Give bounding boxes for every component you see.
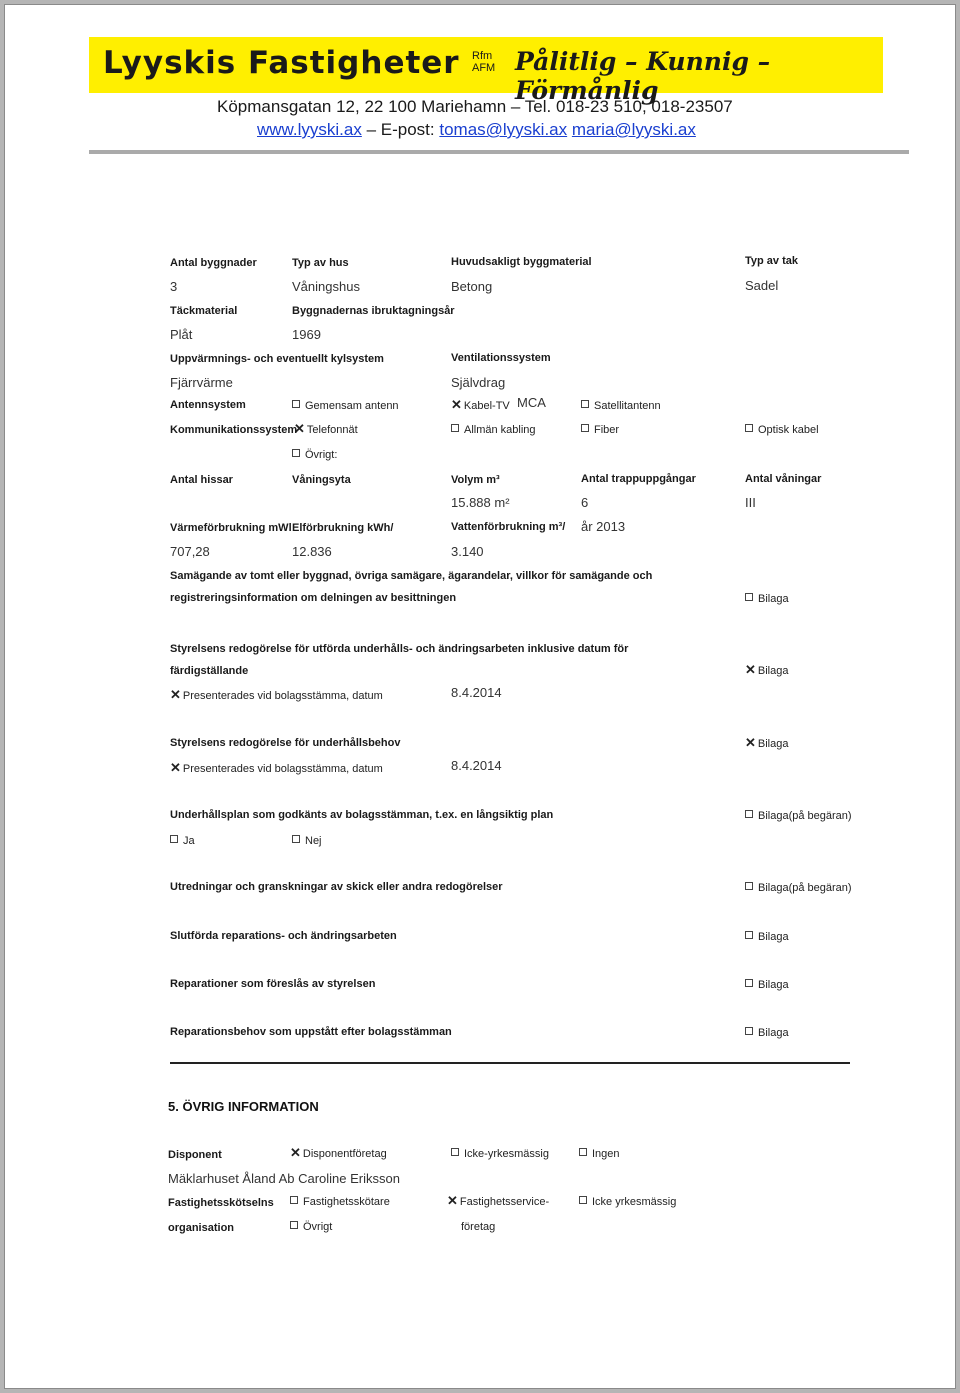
checkbox-telefonnat[interactable]: ✕ Telefonnät: [294, 421, 358, 436]
label-typ-av-hus: Typ av hus: [292, 257, 349, 269]
label-antal-vaningar: Antal våningar: [745, 473, 822, 485]
website-link[interactable]: www.lyyski.ax: [257, 120, 362, 139]
value-elforbrukning: 12.836: [292, 544, 332, 559]
label-utforda-line2: färdigställande: [170, 665, 249, 677]
label-underhallsplan: Underhållsplan som godkänts av bolagsstämman, t.ex. en långsiktig plan: [170, 809, 554, 821]
value-uppvarmning: Fjärrvärme: [170, 375, 233, 390]
checkbox-icon: [745, 931, 753, 939]
value-typ-av-hus: Våningshus: [292, 279, 360, 294]
label-trappuppgangar: Antal trappuppgångar: [581, 473, 696, 485]
checkbox-fiber[interactable]: Fiber: [581, 424, 619, 436]
label-samagande-line1: Samägande av tomt eller byggnad, övriga samägare, ägarandelar, villkor för samägande och: [170, 570, 653, 582]
value-trappuppgangar: 6: [581, 495, 589, 510]
label-samagande-line2: registreringsinformation om delningen av besittningen: [170, 592, 457, 604]
label-ventilation: Ventilationssystem: [451, 352, 551, 364]
checkbox-icon: [579, 1148, 587, 1156]
checkbox-gemensam-antenn[interactable]: Gemensam antenn: [292, 400, 399, 412]
label-underhallsbehov: Styrelsens redogörelse för underhållsbehov: [170, 737, 401, 749]
certification-mark: Rfm AFM: [472, 50, 496, 74]
value-tackmaterial: Plåt: [170, 327, 193, 342]
cross-mark-icon: ✕: [745, 735, 756, 750]
email-link-tomas[interactable]: tomas@lyyski.ax: [439, 120, 568, 139]
checkbox-fastighetsskotare[interactable]: Fastighetsskötare: [290, 1196, 390, 1208]
section-title-ovrig-information: 5. ÖVRIG INFORMATION: [168, 1099, 319, 1114]
checkbox-satellitantenn[interactable]: Satellitantenn: [581, 400, 661, 412]
label-tackmaterial: Täckmaterial: [170, 305, 238, 317]
value-ibruktagningsar: 1969: [292, 327, 321, 342]
label-reparationsbehov: Reparationsbehov som uppstått efter bolagsstämman: [170, 1026, 452, 1038]
label-vattenforbrukning: Vattenförbrukning m³/: [451, 521, 566, 533]
checkbox-icon: [292, 449, 300, 457]
checkbox-icon: [292, 835, 300, 843]
checkbox-icon: [579, 1196, 587, 1204]
checkbox-plan-ja[interactable]: Ja: [170, 835, 195, 847]
label-antennsystem: Antennsystem: [170, 399, 246, 411]
checkbox-icon: [581, 400, 589, 408]
address-line: Köpmansgatan 12, 22 100 Mariehamn – Tel. 018-23 510, 018-23507: [217, 97, 733, 116]
checkbox-fastighetsserviceforetag[interactable]: ✕ Fastighetsservice-: [447, 1193, 550, 1208]
label-antal-hissar: Antal hissar: [170, 474, 233, 486]
company-logo: Lyyskis Fastigheter: [103, 45, 460, 81]
checkbox-icon: [745, 1027, 753, 1035]
checkbox-plan-nej[interactable]: Nej: [292, 835, 322, 847]
cross-mark-icon: ✕: [170, 760, 181, 775]
label-utredningar: Utredningar och granskningar av skick eller andra redogörelser: [170, 881, 503, 893]
value-ventilation: Självdrag: [451, 375, 506, 390]
checkbox-icon: [745, 424, 753, 432]
cross-mark-icon: ✕: [290, 1145, 301, 1160]
checkbox-icke-yrkesmassig[interactable]: Icke-yrkesmässig: [451, 1148, 549, 1160]
checkbox-icon: [745, 882, 753, 890]
checkbox-disponentforetag[interactable]: ✕ Disponentföretag: [290, 1145, 387, 1160]
checkbox-allman-kabling[interactable]: Allmän kabling: [451, 424, 536, 436]
label-fastighetsskotseln-line1: Fastighetsskötselns: [168, 1197, 274, 1209]
checkbox-icon: [581, 424, 589, 432]
checkbox-ingen[interactable]: Ingen: [579, 1148, 620, 1160]
checkbox-icon: [170, 835, 178, 843]
checkbox-repbehov-bilaga[interactable]: Bilaga: [745, 1027, 789, 1039]
cross-mark-icon: ✕: [170, 687, 181, 702]
value-byggmaterial: Betong: [451, 279, 493, 294]
label-typ-av-tak: Typ av tak: [745, 255, 798, 267]
checkbox-icke-yrkesmassig-skotsel[interactable]: Icke yrkesmässig: [579, 1196, 676, 1208]
label-disponent: Disponent: [168, 1149, 222, 1161]
checkbox-samagande-bilaga[interactable]: Bilaga: [745, 593, 789, 605]
cross-mark-icon: ✕: [451, 397, 462, 412]
label-uppvarmning: Uppvärmnings- och eventuellt kylsystem: [170, 353, 384, 365]
label-kommunikationssystem: Kommunikationssystem: [170, 424, 298, 436]
value-antal-vaningar: III: [745, 495, 756, 510]
checkbox-icon: [451, 424, 459, 432]
checkbox-utredningar-bilaga[interactable]: Bilaga(på begäran): [745, 882, 852, 894]
label-byggmaterial: Huvudsakligt byggmaterial: [451, 256, 592, 268]
label-foretag: företag: [461, 1221, 496, 1233]
label-utforda-line1: Styrelsens redogörelse för utförda underhålls- och ändringsarbeten inklusive datum för: [170, 643, 629, 655]
label-elforbrukning: Elförbrukning kWh/: [292, 522, 394, 534]
checkbox-icon: [292, 400, 300, 408]
checkbox-icon: [290, 1221, 298, 1229]
cross-mark-icon: ✕: [745, 662, 756, 677]
letterhead-banner: [89, 37, 883, 105]
checkbox-icon: [290, 1196, 298, 1204]
value-volym: 15.888 m²: [451, 495, 510, 510]
label-volym: Volym m³: [451, 474, 500, 486]
label-varmeforbrukning: Värmeförbrukning mWl: [170, 522, 292, 534]
value-behov-datum: 8.4.2014: [451, 758, 502, 773]
value-antal-byggnader: 3: [170, 279, 178, 294]
value-kabel-tv-provider: MCA: [517, 395, 546, 410]
checkbox-behov-bilaga[interactable]: ✕ Bilaga: [745, 735, 789, 750]
value-ar: år 2013: [581, 519, 626, 534]
contact-line: www.lyyski.ax – E-post: tomas@lyyski.ax maria@lyyski.ax: [257, 120, 696, 139]
checkbox-slutforda-bilaga[interactable]: Bilaga: [745, 931, 789, 943]
label-ibruktagningsar: Byggnadernas ibruktagningsår: [292, 305, 455, 317]
checkbox-kabel-tv[interactable]: ✕ Kabel-TV: [451, 397, 510, 412]
label-fastighetsskotseln-line2: organisation: [168, 1222, 235, 1234]
checkbox-icon: [745, 593, 753, 601]
section-divider: [170, 1062, 850, 1064]
label-vaningsyta: Våningsyta: [292, 474, 351, 486]
value-vattenforbrukning: 3.140: [451, 544, 484, 559]
checkbox-foreslas-bilaga[interactable]: Bilaga: [745, 979, 789, 991]
label-foreslas: Reparationer som föreslås av styrelsen: [170, 978, 376, 990]
checkbox-optisk-kabel[interactable]: Optisk kabel: [745, 424, 819, 436]
checkbox-icon: [745, 979, 753, 987]
document-page: [4, 4, 956, 1389]
checkbox-behov-presenterades[interactable]: ✕ Presenterades vid bolagsstämma, datum: [170, 760, 383, 775]
label-antal-byggnader: Antal byggnader: [170, 257, 257, 269]
checkbox-utforda-bilaga[interactable]: ✕ Bilaga: [745, 662, 789, 677]
value-disponent: Mäklarhuset Åland Ab Caroline Eriksson: [168, 1171, 400, 1186]
label-slutforda: Slutförda reparations- och ändringsarbeten: [170, 930, 397, 942]
slogan: Pålitlig – Kunnig – Förmånlig: [515, 47, 771, 105]
checkbox-icon: [745, 810, 753, 818]
cross-mark-icon: ✕: [447, 1193, 458, 1208]
email-link-maria[interactable]: maria@lyyski.ax: [571, 120, 696, 139]
checkbox-plan-bilaga[interactable]: Bilaga(på begäran): [745, 810, 852, 822]
cross-mark-icon: ✕: [294, 421, 305, 436]
checkbox-ovrigt[interactable]: Övrigt:: [292, 449, 337, 461]
value-typ-av-tak: Sadel: [745, 278, 779, 293]
checkbox-icon: [451, 1148, 459, 1156]
value-utforda-datum: 8.4.2014: [451, 685, 502, 700]
checkbox-ovrigt-skotsel[interactable]: Övrigt: [290, 1221, 332, 1233]
value-varmeforbrukning: 707,28: [170, 544, 210, 559]
checkbox-utforda-presenterades[interactable]: ✕ Presenterades vid bolagsstämma, datum: [170, 687, 383, 702]
header-divider: [89, 150, 909, 154]
